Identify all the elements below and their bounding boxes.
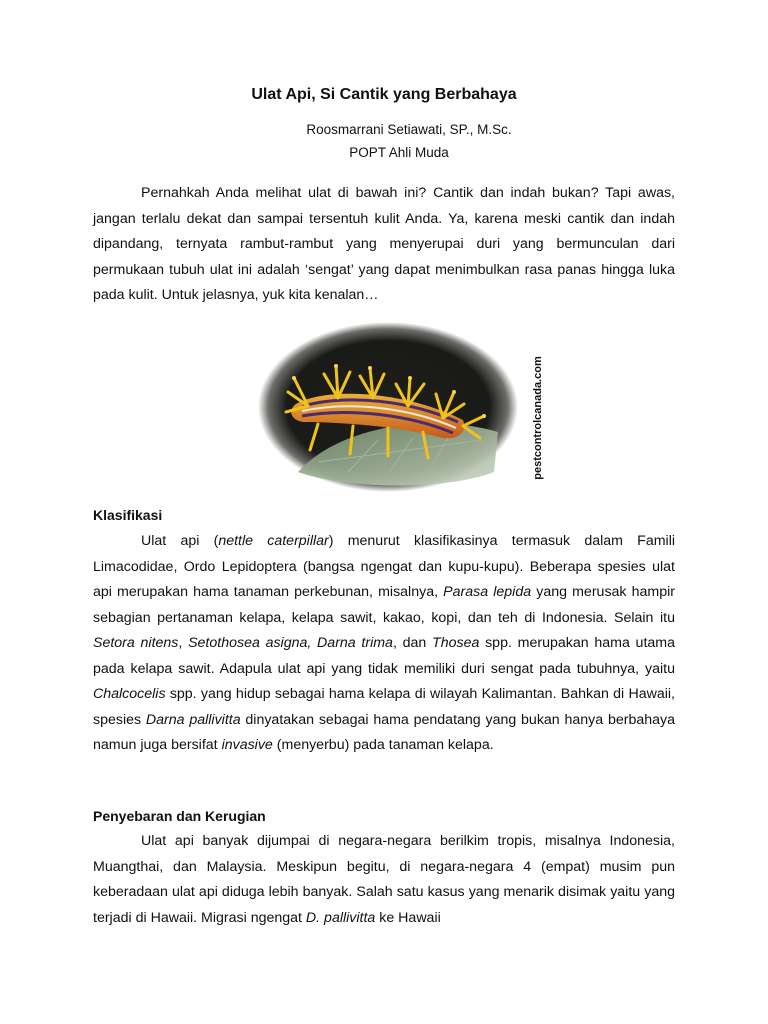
text-run: , [178,635,189,651]
caterpillar-photo [258,322,518,492]
section-heading-klasifikasi: Klasifikasi [93,507,163,523]
text-run: spp. yang hidup sebagai hama kelapa di wilayah Kalimantan. Bahkan di Hawaii, spesies [93,686,675,728]
intro-paragraph: Pernahkah Anda melihat ulat di bawah ini? Cantik dan indah bukan? Tapi awas, jangan terlalu dekat dan sampai tersentuh kulit Anda. Ya, karena meski cantik dan indah dipandang, ternyata rambut-rambut yang menyerupai duri yang bermunculan dari permukaan tubuh ulat ini adalah ‘sengat’ yang dapat menimbulkan rasa panas hingga luka pada kulit. Untuk jelasnya, yuk kita kenalan… [93,185,675,303]
italic-term: D. pallivitta [305,909,376,926]
image-credit [528,350,548,485]
italic-term: Setora nitens [93,635,179,651]
italic-term: Parasa lepida [443,584,532,600]
author-role: POPT Ahli Muda [349,145,449,160]
section-heading-penyebaran: Penyebaran dan Kerugian [93,808,266,824]
italic-term: Setothosea asigna, Darna trima [188,635,393,651]
text-run: dinyatakan sebagai hama pendatang yang bukan hanya berbahaya namun juga bersifat [93,711,675,753]
section-paragraph-klasifikasi [93,529,675,759]
section-paragraph-penyebaran [93,829,675,931]
text-run: (menyerbu) pada tanaman kelapa. [272,737,494,753]
italic-term: nettle caterpillar [218,533,329,549]
document-title: Ulat Api, Si Cantik yang Berbahaya [251,86,517,103]
text-run: ke Hawaii [375,909,441,926]
text-run: , dan [392,635,433,651]
text-run: ) menurut klasifikasinya termasuk dalam Famili Limacodidae, Ordo Lepidoptera (bangsa ngengat dan kupu-kupu). Beberapa spesies ulat api merupakan hama tanaman perkebunan, misalnya, [93,533,675,600]
italic-term: invasive [221,737,273,753]
image-credit-text: pestcontrolcanada.com [532,355,544,480]
text-run: Ulat api ( [141,533,219,549]
author-name: Roosmarrani Setiawati, SP., M.Sc. [306,122,512,137]
italic-term: Darna pallivitta [145,711,241,728]
italic-term: Chalcocelis [93,686,166,702]
text-run: Ulat api banyak dijumpai di negara-negara berilkim tropis, misalnya Indonesia, Muangthai, dan Malaysia. Meskipun begitu, di negara-negara 4 (empat) musim pun keberadaan ulat api diduga lebih banyak. Salah satu kasus yang menarik disimak yaitu yang terjadi di Hawaii. Migrasi ngengat [93,833,675,926]
italic-term: Thosea [432,635,480,651]
text-run: spp. merupakan hama utama pada kelapa sawit. Adapula ulat api yang tidak memiliki duri sengat pada tubuhnya, yaitu [93,635,675,677]
text-run: yang merusak hampir sebagian pertanaman kelapa, kelapa sawit, kakao, kopi, dan teh di Indonesia. Selain itu [93,584,676,626]
caterpillar-illustration [258,322,518,492]
